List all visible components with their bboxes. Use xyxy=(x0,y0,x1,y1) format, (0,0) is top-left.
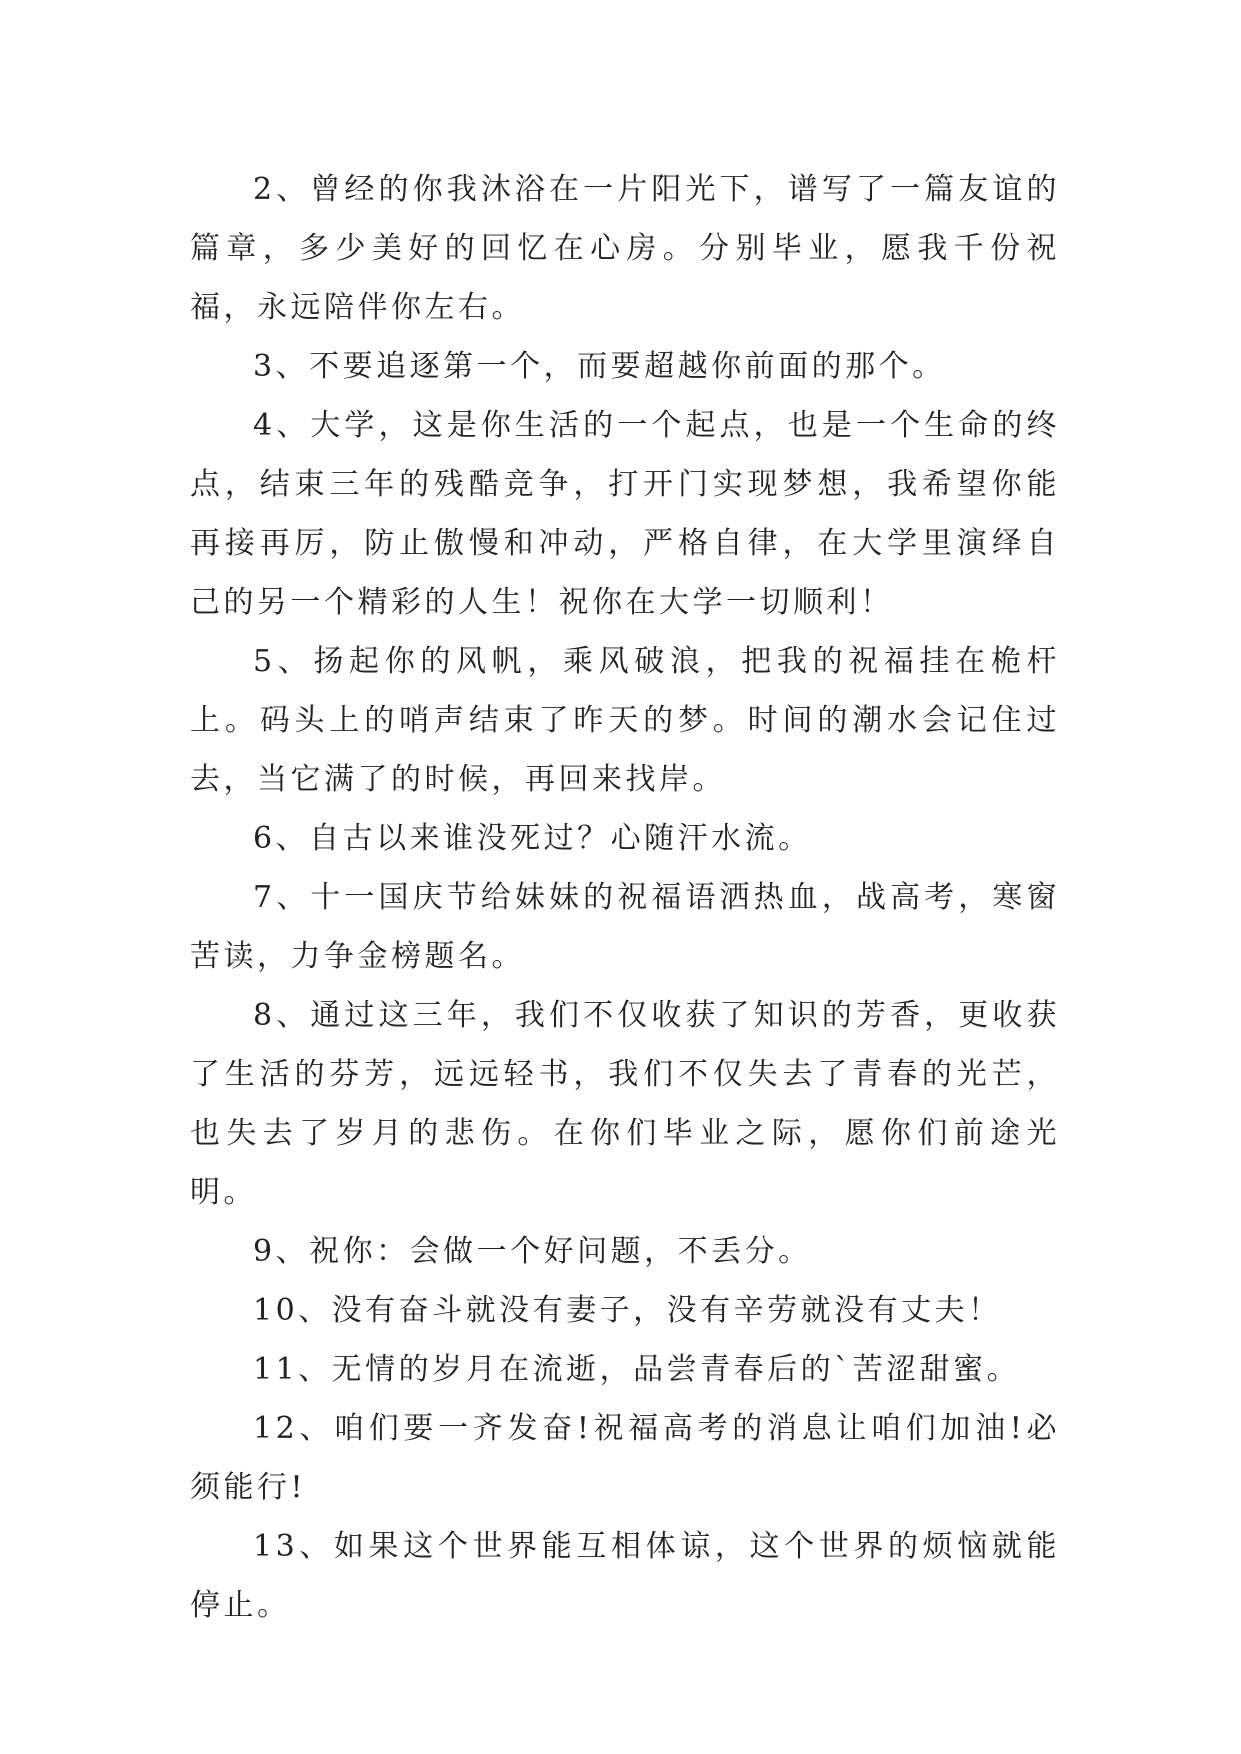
paragraph-10: 10、没有奋斗就没有妻子，没有辛劳就没有丈夫！ xyxy=(253,1293,1002,1328)
paragraph-6: 6、自古以来谁没死过？心随汗水流。 xyxy=(253,821,812,856)
document-body xyxy=(190,160,1060,1635)
paragraph-12: 12、咱们要一齐发奋!祝福高考的消息让咱们加油!必须能行! xyxy=(190,1411,1060,1505)
paragraph-4: 4、大学，这是你生活的一个起点，也是一个生命的终点，结束三年的残酷竞争，打开门实现梦想，我希望你能再接再厉，防止傲慢和冲动，严格自律，在大学里演绎自己的另一个精彩的人生！祝你在大学一切顺利！ xyxy=(190,408,1060,620)
paragraph-11: 11、无情的岁月在流逝，品尝青春后的`苦涩甜蜜。 xyxy=(253,1352,1021,1387)
paragraph-9: 9、祝你：会做一个好问题，不丢分。 xyxy=(253,1234,812,1269)
paragraph-3: 3、不要追逐第一个，而要超越你前面的那个。 xyxy=(253,349,946,384)
paragraph-2: 2、曾经的你我沐浴在一片阳光下，谱写了一篇友谊的篇章，多少美好的回忆在心房。分别毕业，愿我千份祝福，永远陪伴你左右。 xyxy=(190,172,1060,325)
paragraph-5: 5、扬起你的风帆，乘风破浪，把我的祝福挂在桅杆上。码头上的哨声结束了昨天的梦。时间的潮水会记住过去，当它满了的时候，再回来找岸。 xyxy=(190,644,1060,797)
paragraph-7: 7、十一国庆节给妹妹的祝福语洒热血，战高考，寒窗苦读，力争金榜题名。 xyxy=(190,880,1060,974)
paragraph-13: 13、如果这个世界能互相体谅，这个世界的烦恼就能停止。 xyxy=(190,1529,1060,1623)
paragraph-8: 8、通过这三年，我们不仅收获了知识的芳香，更收获了生活的芬芳，远远轻书，我们不仅失去了青春的光芒，也失去了岁月的悲伤。在你们毕业之际，愿你们前途光明。 xyxy=(190,998,1060,1210)
